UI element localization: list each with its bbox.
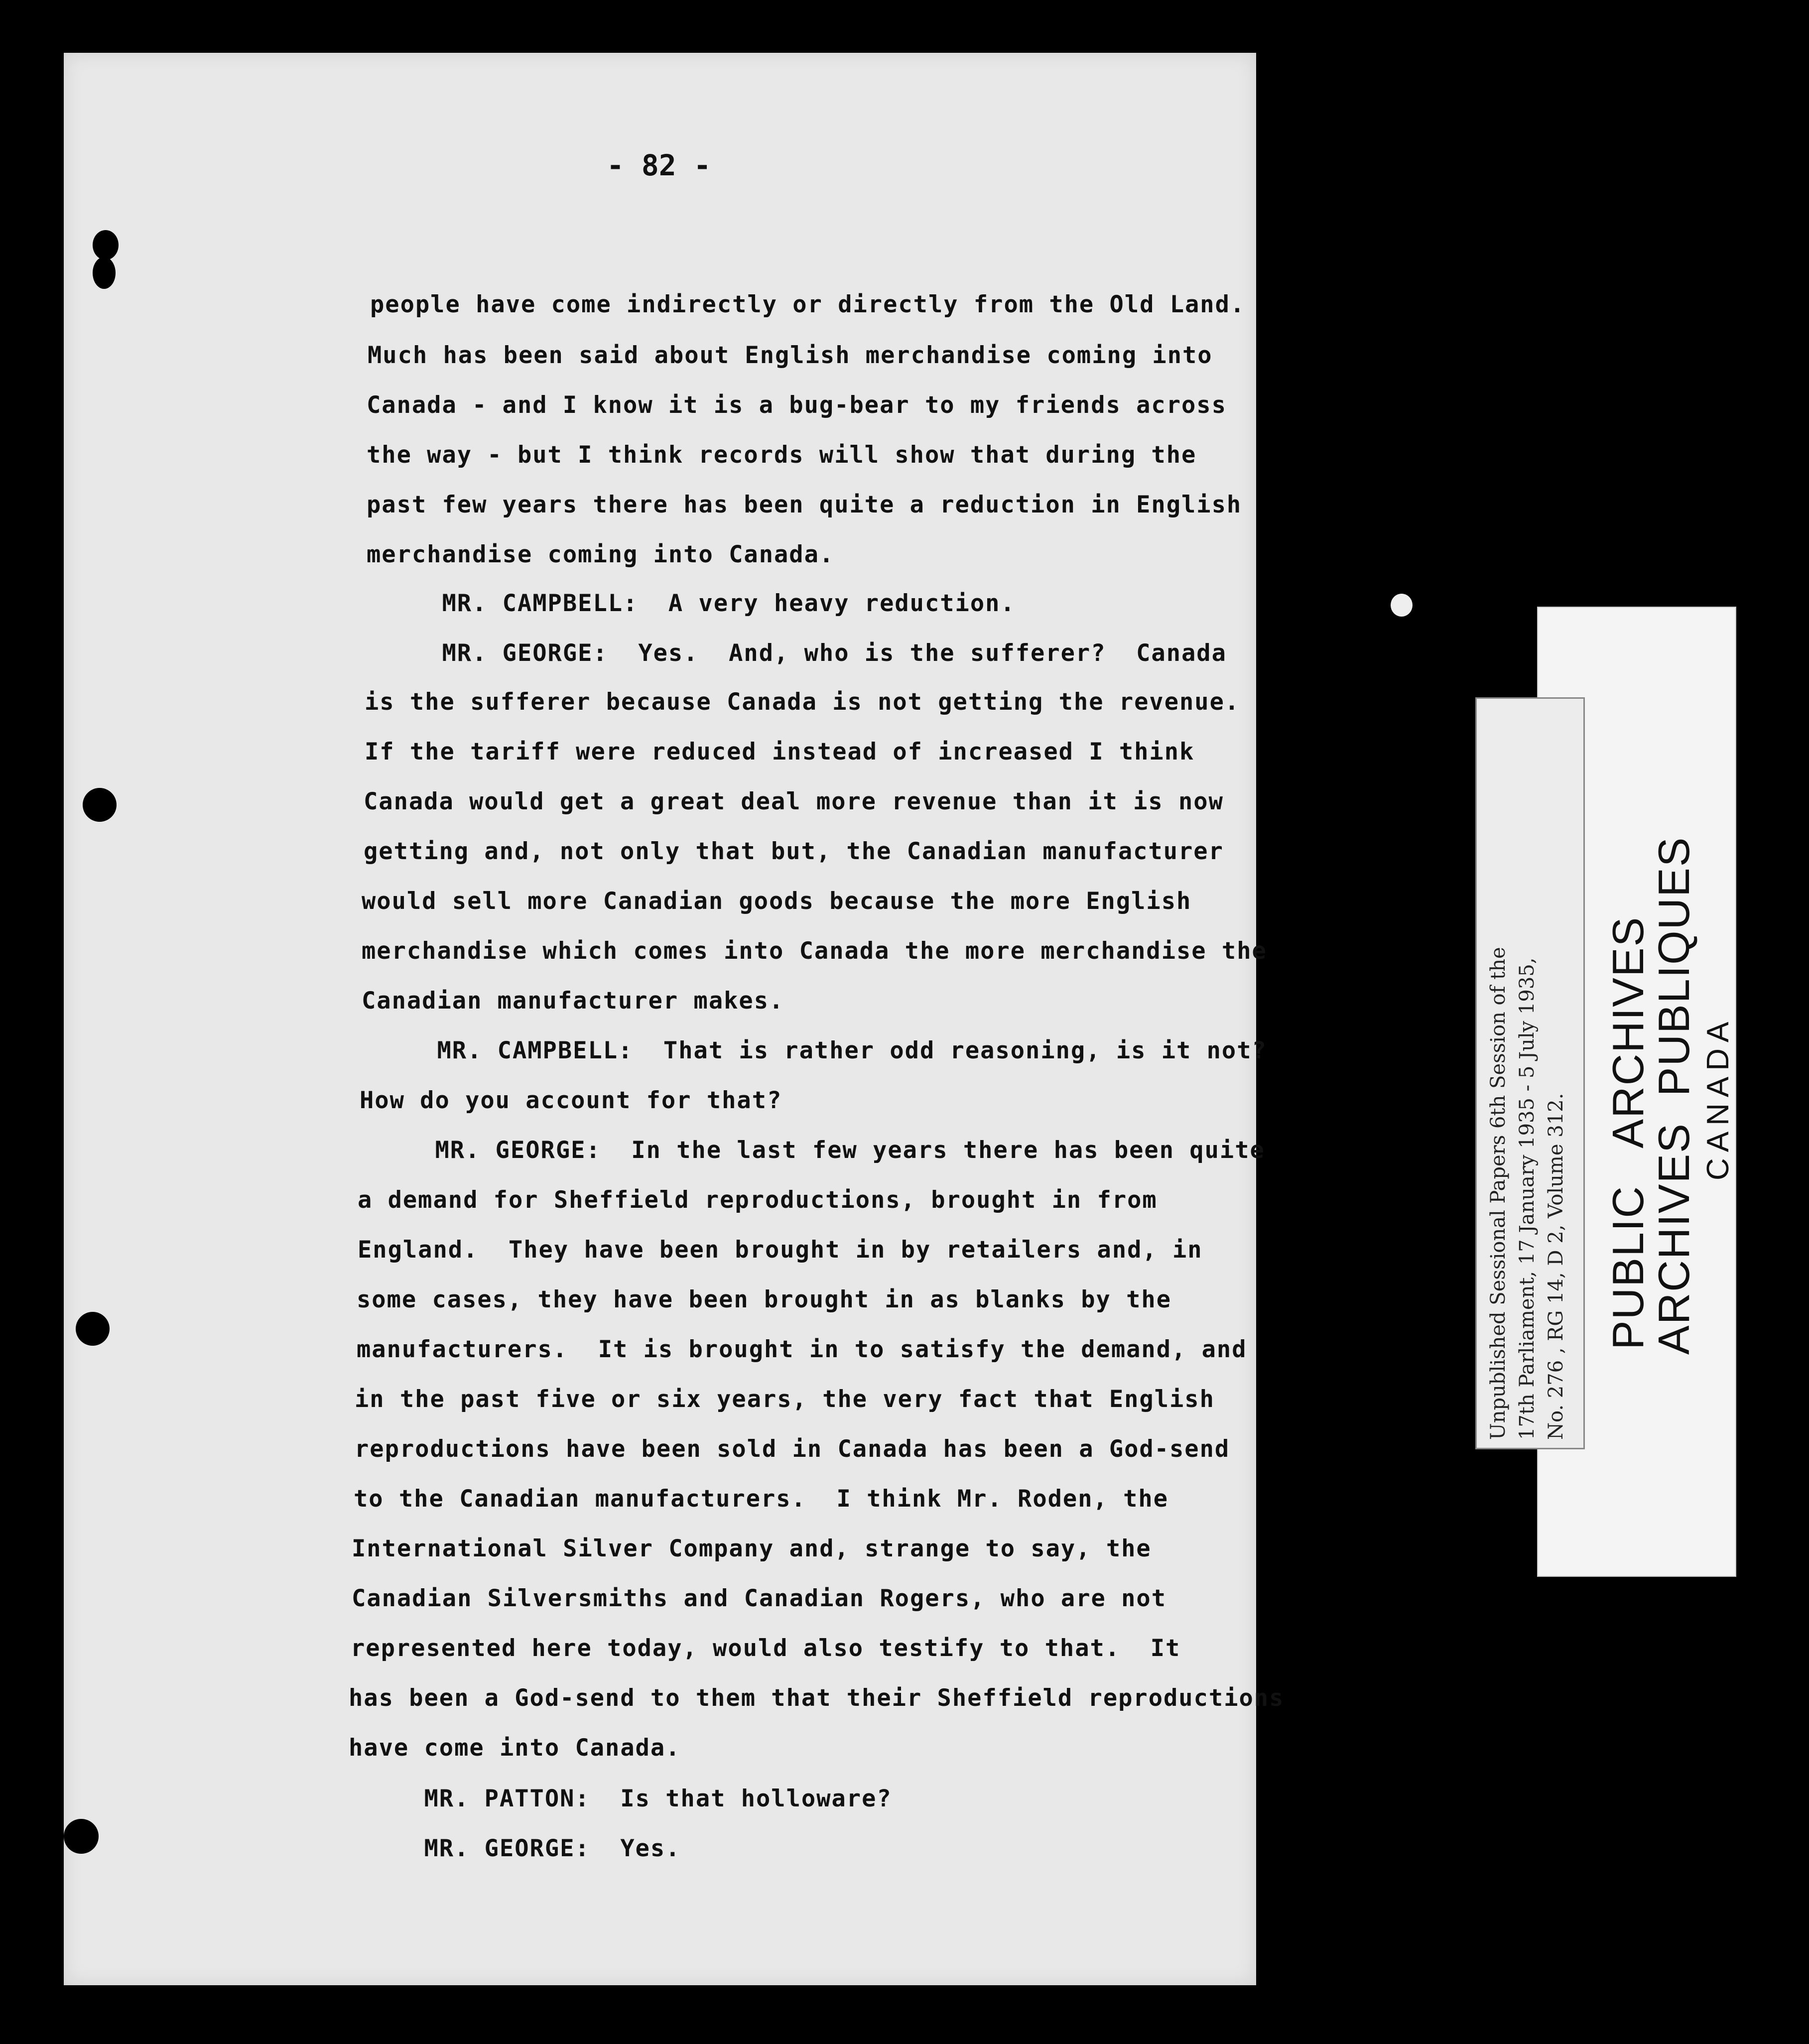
document-page [64, 53, 1285, 1985]
text-line: Canadian Silversmiths and Canadian Rogers, who are not [352, 1585, 1167, 1612]
text-line: MR. CAMPBELL: That is rather odd reasoning, is it not? [362, 1037, 1267, 1064]
text-line: MR. PATTON: Is that holloware? [349, 1785, 892, 1812]
text-line: is the sufferer because Canada is not getting the revenue. [365, 688, 1240, 716]
reference-label-line: 17th Parliament, 17 January 1935 - 5 July 1935, [1516, 957, 1539, 1440]
text-line: getting and, not only that but, the Canadian manufacturer [364, 838, 1224, 865]
text-line: in the past five or six years, the very fact that English [355, 1386, 1215, 1413]
text-line: MR. CAMPBELL: A very heavy reduction. [367, 590, 1016, 617]
text-line: Canadian manufacturer makes. [362, 987, 784, 1015]
archive-label-line: CANADA [1701, 1016, 1735, 1180]
text-line: a demand for Sheffield reproductions, brought in from [358, 1186, 1158, 1214]
text-line: past few years there has been quite a reduction in English [367, 491, 1242, 518]
text-line: to the Canadian manufacturers. I think Mr. Roden, the [354, 1485, 1169, 1513]
text-line: have come into Canada. [349, 1734, 681, 1762]
text-line: England. They have been brought in by retailers and, in [358, 1236, 1203, 1264]
text-line: How do you account for that? [360, 1087, 782, 1114]
archive-label-line: ARCHIVES PUBLIQUES [1649, 836, 1698, 1355]
text-line: merchandise coming into Canada. [367, 541, 835, 568]
reference-label [1475, 697, 1585, 1449]
text-line: MR. GEORGE: Yes. [349, 1835, 681, 1862]
text-line: Canada - and I know it is a bug-bear to my friends across [367, 391, 1227, 419]
text-line: International Silver Company and, strange to say, the [352, 1535, 1152, 1562]
text-line: manufacturers. It is brought in to satisfy the demand, and [357, 1336, 1247, 1363]
text-line: has been a God-send to them that their Sheffield reproductions [349, 1684, 1285, 1712]
text-line: would sell more Canadian goods because the more English [362, 888, 1192, 915]
archive-label-line: PUBLIC ARCHIVES [1603, 916, 1653, 1350]
text-line: people have come indirectly or directly from the Old Land. [370, 291, 1246, 318]
text-line: the way - but I think records will show that during the [367, 441, 1197, 469]
text-line: represented here today, would also testify to that. It [351, 1635, 1181, 1662]
text-line: MR. GEORGE: In the last few years there has been quite [360, 1137, 1265, 1164]
text-line: Canada would get a great deal more revenue than it is now [364, 788, 1224, 815]
text-line: If the tariff were reduced instead of increased I think [365, 738, 1195, 766]
punch-hole [76, 1312, 110, 1346]
punch-hole [64, 1819, 99, 1854]
text-line: reproductions have been sold in Canada has been a God-send [355, 1435, 1230, 1463]
text-line: MR. GEORGE: Yes. And, who is the sufferer? Canada [367, 639, 1227, 667]
page-number: - 82 - [607, 148, 711, 182]
reference-label-line: No. 276 , RG 14, D 2, Volume 312. [1545, 1093, 1567, 1440]
text-line: merchandise which comes into Canada the more merchandise the [362, 937, 1267, 965]
text-line: some cases, they have been brought in as blanks by the [357, 1286, 1172, 1313]
punch-hole [83, 788, 117, 822]
text-line: Much has been said about English merchandise coming into [368, 342, 1213, 369]
reference-label-line: Unpublished Sessional Papers 6th Session of the [1487, 947, 1510, 1440]
punch-hole [93, 230, 119, 260]
punch-hole [93, 257, 116, 289]
scan-speck [1391, 594, 1413, 617]
